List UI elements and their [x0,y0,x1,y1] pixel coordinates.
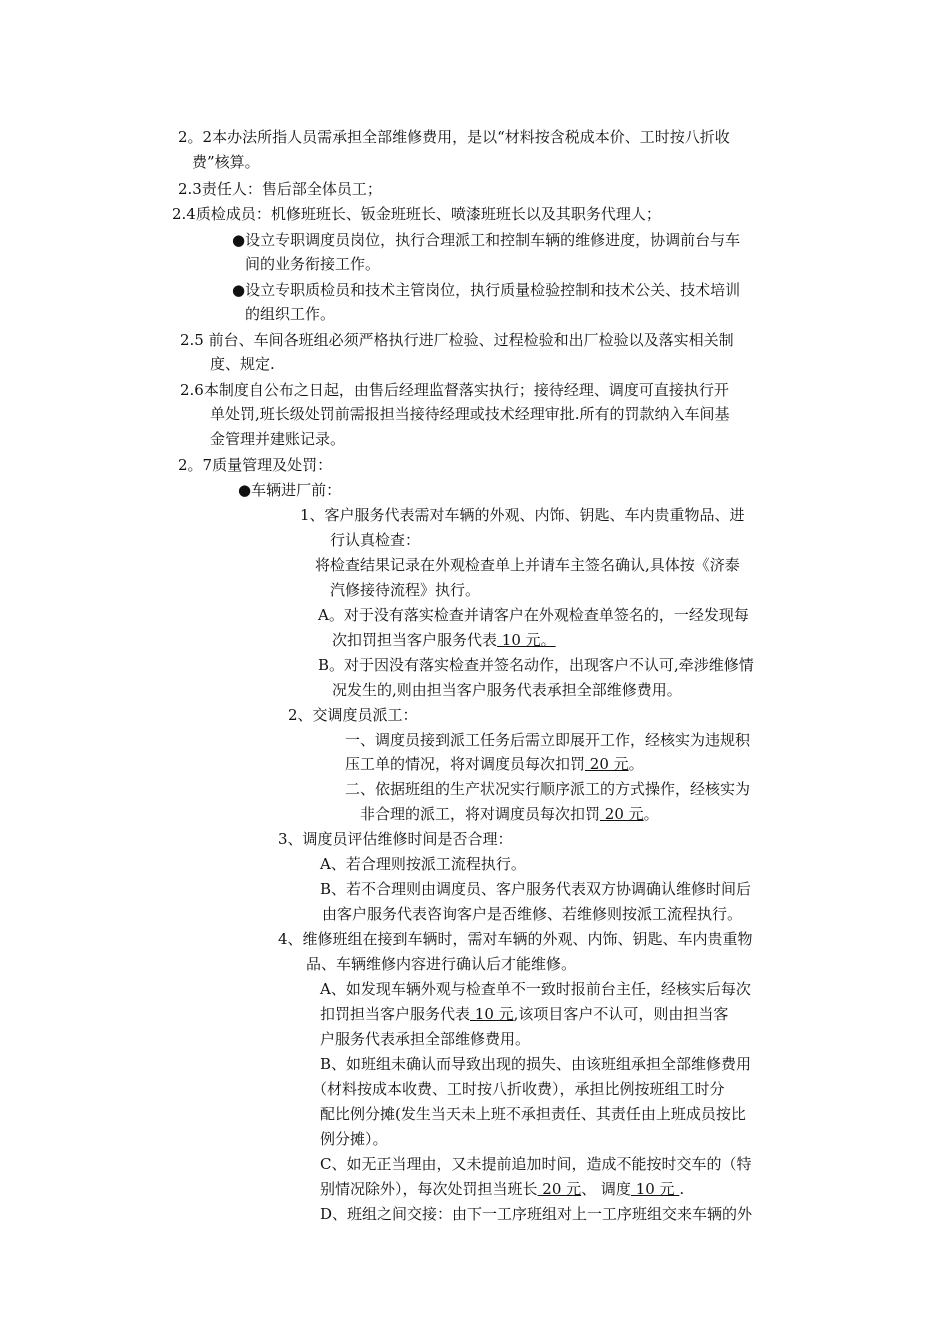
item-1-line-2: 行认真检查： [330,531,421,549]
item-1b-line-2: 况发生的,则由担当客户服务代表承担全部维修费用。 [332,681,682,699]
item-2: 2、交调度员派工： [288,706,418,724]
item-1-line-1: 1、客户服务代表需对车辆的外观、内饰、钥匙、车内贵重物品、进 [300,506,745,524]
text-run: 。 [628,755,644,773]
bullet-inspector-line-1: ●设立专职质检员和技术主管岗位，执行质量检验控制和技术公关、技术培训 [232,281,741,299]
item-4a-line-1: A、如发现车辆外观与检查单不一致时报前台主任，经核实后每次 [320,980,751,998]
item-4-line-1: 4、维修班组在接到车辆时，需对车辆的外观、内饰、钥匙、车内贵重物 [278,930,753,948]
text-run: 非合理的派工，将对调度员每次扣罚 [360,805,601,823]
text-run: 、 调度 [581,1180,631,1198]
penalty-amount-leader: 20 元 [537,1180,582,1198]
penalty-amount: 10 元。 [497,631,556,649]
clause-2-6-line-3: 金管理并建账记录。 [210,430,346,448]
item-4b-line-2: （材料按成本收费、工时按八折收费），承担比例按班组工时分 [312,1080,725,1098]
item-4c-line-2 [320,1177,684,1201]
clause-2-6-line-2: 单处罚,班长级处罚前需报担当接待经理或技术经理审批.所有的罚款纳入车间基 [210,405,730,423]
item-4a-line-2 [320,1002,728,1026]
item-2b-line-1: 二、依据班组的生产状况实行顺序派工的方式操作，经核实为 [345,780,751,798]
item-4d-line-1: D、班组之间交接：由下一工序班组对上一工序班组交来车辆的外 [320,1205,753,1223]
text-run: 别情况除外），每次处罚担当班长 [320,1180,538,1198]
item-4c-line-1: C、如无正当理由，又未提前追加时间，造成不能按时交车的（特 [320,1155,752,1173]
item-4b-line-4: 例分摊）。 [320,1130,388,1148]
text-run: 次扣罚担当客户服务代表 [332,631,498,649]
item-1a-line-2 [332,628,556,652]
bullet-dispatcher-line-1: ●设立专职调度员岗位，执行合理派工和控制车辆的维修进度，协调前台与车 [232,231,741,249]
item-4b-line-1: B、如班组未确认而导致出现的损失、由该班组承担全部维修费用 [320,1055,752,1073]
item-2b-line-2 [360,802,659,826]
text-run: 扣罚担当客户服务代表 [320,1005,471,1023]
clause-2-5-line-2: 度、规定. [210,355,275,373]
clause-2-3: 2.3责任人：售后部全体员工； [178,180,382,198]
penalty-amount-dispatcher: 10 元 [630,1180,680,1198]
item-4-line-2: 品、车辆维修内容进行确认后才能维修。 [306,955,577,973]
penalty-amount: 10 元 [470,1005,514,1023]
item-3a: A、若合理则按派工流程执行。 [320,855,526,873]
clause-2-4: 2.4质检成员：机修班班长、钣金班班长、喷漆班班长以及其职务代理人； [172,205,661,223]
item-1b-line-1: B。对于因没有落实检查并签名动作，出现客户不认可,牵涉维修情 [318,656,754,674]
clause-2-6-line-1: 2.6本制度自公布之日起，由售后经理监督落实执行；接待经理、调度可直接执行开 [180,381,729,399]
text-run: 压工单的情况，将对调度员每次扣罚 [345,755,586,773]
item-3b-line-1: B、若不合理则由调度员、客户服务代表双方协调确认维修时间后 [320,880,752,898]
item-3: 3、调度员评估维修时间是否合理： [278,830,513,848]
item-4b-line-3: 配比例分摊(发生当天未上班不承担责任、其责任由上班成员按比 [320,1105,746,1123]
bullet-before-entry: ●车辆进厂前： [238,481,342,499]
bullet-inspector-line-2: 的组织工作。 [245,305,336,323]
text-run: ,该项目客户不认可，则由担当客 [513,1005,729,1023]
penalty-amount: 20 元 [585,755,629,773]
bullet-dispatcher-line-2: 间的业务衔接工作。 [245,255,381,273]
item-1a-line-1: A。对于没有落实检查并请客户在外观检查单签名的，一经发现每 [318,606,749,624]
clause-2-2-line-1: 2。2本办法所指人员需承担全部维修费用，是以“材料按含税成本价、工时按八折收 [178,128,730,146]
clause-2-2-line-2: 费”核算。 [192,153,260,171]
text-run: 。 [643,805,659,823]
item-3b-line-2: 由客户服务代表咨询客户是否维修、若维修则按派工流程执行。 [322,905,743,923]
text-run: . [679,1180,685,1198]
clause-2-7: 2。7质量管理及处罚： [178,456,333,474]
penalty-amount: 20 元 [600,805,644,823]
item-2a-line-1: 一、调度员接到派工任务后需立即展开工作，经核实为违规积 [345,731,751,749]
item-2a-line-2 [345,752,644,776]
item-1-line-4: 汽修接待流程》执行。 [330,581,481,599]
item-1-line-3: 将检查结果记录在外观检查单上并请车主签名确认,具体按《济泰 [315,556,740,574]
clause-2-5-line-1: 2.5 前台、车间各班组必须严格执行进厂检验、过程检验和出厂检验以及落实相关制 [180,331,734,349]
item-4a-line-3: 户服务代表承担全部维修费用。 [320,1030,531,1048]
